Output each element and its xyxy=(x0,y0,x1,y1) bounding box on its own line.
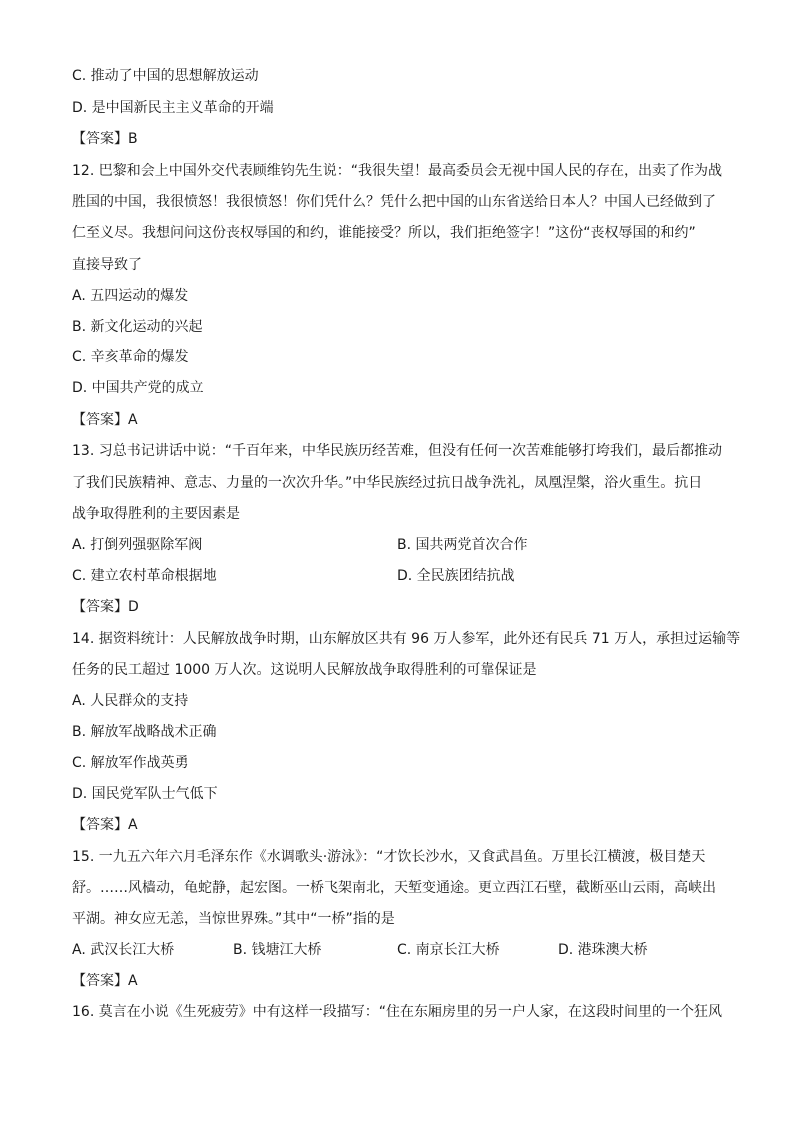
q14-option-c: C. 解放军作战英勇 xyxy=(72,755,189,771)
q12-option-a: A. 五四运动的爆发 xyxy=(72,288,189,304)
q14-stem-line-2: 任务的民工超过 1000 万人次。这说明人民解放战争取得胜利的可靠保证是 xyxy=(72,662,537,678)
q15-option-d: D. 港珠澳大桥 xyxy=(558,942,648,958)
q12-option-c: C. 辛亥革命的爆发 xyxy=(72,349,189,365)
q12-stem-line-1: 12. 巴黎和会上中国外交代表顾维钧先生说：“我很失望！最高委员会无视中国人民的存在，出卖了作为战 xyxy=(72,163,722,179)
q15-stem-line-3: 平湖。神女应无恙，当惊世界殊。”其中“一桥”指的是 xyxy=(72,911,395,927)
q13-option-d: D. 全民族团结抗战 xyxy=(397,568,515,584)
q12-option-d: D. 中国共产党的成立 xyxy=(72,380,204,396)
q13-option-c: C. 建立农村革命根据地 xyxy=(72,568,217,584)
q13-stem-line-1: 13. 习总书记讲话中说：“千百年来，中华民族历经苦难，但没有任何一次苦难能够打垮我们，最后都推动 xyxy=(72,443,722,459)
q15-answer: 【答案】A xyxy=(72,973,138,989)
q14-option-b: B. 解放军战略战术正确 xyxy=(72,724,217,740)
q13-stem-line-3: 战争取得胜利的主要因素是 xyxy=(72,506,240,522)
q15-stem-line-2: 舒。……风樯动，龟蛇静，起宏图。一桥飞架南北，天堑变通途。更立西江石壁，截断巫山云雨，高峡出 xyxy=(72,880,716,896)
q12-option-b: B. 新文化运动的兴起 xyxy=(72,319,203,335)
q15-stem-line-1: 15. 一九五六年六月毛泽东作《水调歌头·游泳》：“才饮长沙水，又食武昌鱼。万里长江横渡，极目楚天 xyxy=(72,849,706,865)
q12-stem-line-2: 胜国的中国，我很愤怒！我很愤怒！你们凭什么？凭什么把中国的山东省送给日本人？中国人已经做到了 xyxy=(72,194,716,210)
q14-option-d: D. 国民党军队士气低下 xyxy=(72,786,218,802)
q14-stem-line-1: 14. 据资料统计：人民解放战争时期，山东解放区共有 96 万人参军，此外还有民兵 71 万人，承担过运输等 xyxy=(72,631,741,647)
q15-option-c: C. 南京长江大桥 xyxy=(397,942,500,958)
q13-stem-line-2: 了我们民族精神、意志、力量的一次次升华。”中华民族经过抗日战争洗礼，凤凰涅槃，浴火重生。抗日 xyxy=(72,475,703,491)
q15-option-b: B. 钱塘江大桥 xyxy=(233,942,322,958)
q16-stem-line-1: 16. 莫言在小说《生死疲劳》中有这样一段描写：“住在东厢房里的另一户人家，在这段时间里的一个狂风 xyxy=(72,1004,722,1020)
q11-answer: 【答案】B xyxy=(72,131,138,147)
q13-option-b: B. 国共两党首次合作 xyxy=(397,537,528,553)
q14-option-a: A. 人民群众的支持 xyxy=(72,693,189,709)
q15-option-a: A. 武汉长江大桥 xyxy=(72,942,175,958)
q12-answer: 【答案】A xyxy=(72,412,138,428)
q11-option-c: C. 推动了中国的思想解放运动 xyxy=(72,68,259,84)
q12-stem-line-4: 直接导致了 xyxy=(72,257,142,273)
q12-stem-line-3: 仁至义尽。我想问问这份丧权辱国的和约，谁能接受？所以，我们拒绝签字！”这份“丧权辱国的和约” xyxy=(72,225,696,241)
q13-option-a: A. 打倒列强驱除军阀 xyxy=(72,537,203,553)
q14-answer: 【答案】A xyxy=(72,817,138,833)
q11-option-d: D. 是中国新民主主义革命的开端 xyxy=(72,100,274,116)
q13-answer: 【答案】D xyxy=(72,599,139,615)
